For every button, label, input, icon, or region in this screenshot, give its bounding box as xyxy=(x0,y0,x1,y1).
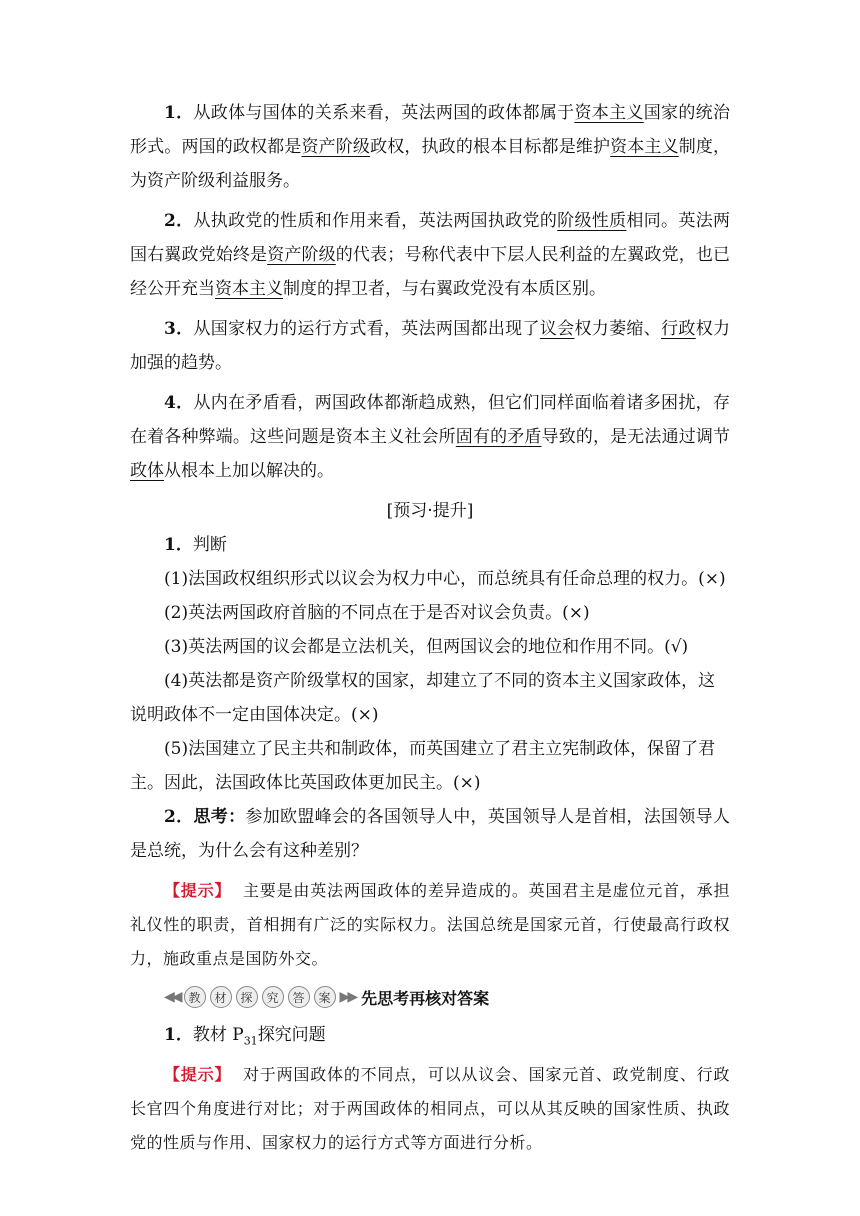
text: 的代表；号称代表中下层人民利益的左翼政党，也已经公开充当 xyxy=(130,245,731,299)
point-number: 1． xyxy=(164,103,194,123)
underlined-key-term: 资本主义 xyxy=(574,103,644,123)
question-number: 1． xyxy=(164,1025,193,1045)
hint-text: 对于两国政体的不同点，可以从议会、国家元首、政党制度、行政长官四个角度进行对比；对于两国政体的相同点，可以从其反映的国家性质、执政党的性质与作用、国家权力的运行方式等方面进行分析。 xyxy=(130,1065,730,1153)
banner-char: 答 xyxy=(288,986,310,1008)
text: 制度的捍卫者，与右翼政党没有本质区别。 xyxy=(283,279,606,299)
underlined-key-term: 固有的矛盾 xyxy=(455,427,542,447)
text: 制度，为资产阶级利益服务。 xyxy=(130,137,731,191)
page-subscript: 31 xyxy=(243,1034,258,1048)
question-number: 2． xyxy=(164,807,194,827)
banner-char: 教 xyxy=(184,986,206,1008)
judge-heading xyxy=(130,528,730,562)
underlined-key-term: 资产阶级 xyxy=(267,245,336,265)
underlined-key-term: 政体 xyxy=(130,461,164,481)
underlined-key-term: 资产阶级 xyxy=(301,137,371,157)
double-left-arrow-icon: ◀◀ xyxy=(164,989,180,1005)
think-label: 思考： xyxy=(193,807,246,827)
underlined-key-term: 阶级性质 xyxy=(557,211,627,231)
text: 从根本上加以解决的。 xyxy=(164,461,334,481)
text: 导致的，是无法通过调节 xyxy=(541,427,731,447)
text: 从政体与国体的关系来看，英法两国的政体都属于 xyxy=(193,103,575,123)
banner-text: 先思考再核对答案 xyxy=(361,988,490,1008)
textbook-title-suffix: 探究问题 xyxy=(257,1025,326,1045)
think-question-text: 参加欧盟峰会的各国领导人中，英国领导人是首相，法国领导人是总统，为什么会有这种差别？ xyxy=(130,807,730,861)
judge-item-3: (3)英法两国的议会都是立法机关，但两国议会的地位和作用不同。(√) xyxy=(164,637,689,657)
underlined-key-term: 议会 xyxy=(539,319,575,339)
intro-point-2 xyxy=(130,204,730,306)
banner-char: 案 xyxy=(314,986,336,1008)
intro-point-4 xyxy=(130,386,730,488)
section-title: [预习·提升] xyxy=(386,501,474,521)
underlined-key-term: 资本主义 xyxy=(610,137,679,157)
judge-title: 判断 xyxy=(192,535,227,555)
text: 权力加强的趋势。 xyxy=(130,319,731,373)
page-content xyxy=(130,96,730,1164)
intro-point-1 xyxy=(130,96,730,198)
text: 从内在矛盾看，两国政体都渐趋成熟，但它们同样面临着诸多困扰，存在着各种弊端。这些问题是资本主义社会所 xyxy=(130,393,730,447)
hint-tag: 【提示】 xyxy=(164,881,232,900)
judge-item-1: (1)法国政权组织形式以议会为权力中心，而总统具有任命总理的权力。(×) xyxy=(164,569,726,589)
textbook-title: 教材 P xyxy=(192,1025,244,1045)
underlined-key-term: 资本主义 xyxy=(215,279,283,299)
point-number: 3． xyxy=(164,319,194,339)
judge-item-2: (2)英法两国政府首脑的不同点在于是否对议会负责。(×) xyxy=(164,603,590,623)
intro-point-3 xyxy=(130,312,730,380)
banner-char: 材 xyxy=(210,986,232,1008)
point-number: 4． xyxy=(164,393,194,413)
double-right-arrow-icon: ▶▶ xyxy=(339,989,356,1005)
question-number: 1． xyxy=(164,535,193,555)
banner-char: 探 xyxy=(236,986,258,1008)
judge-item-4: (4)英法都是资产阶级掌权的国家，却建立了不同的资本主义国家政体，这说明政体不一定由国体决定。(×) xyxy=(130,671,716,725)
hint-text: 主要是由英法两国政体的差异造成的。英国君主是虚位元首，承担礼仪性的职责，首相拥有广泛的实际权力。法国总统是国家元首，行使最高行政权力，施政重点是国防外交。 xyxy=(130,881,730,968)
textbook-answer-banner xyxy=(164,980,730,1014)
textbook-hint xyxy=(130,1058,730,1160)
textbook-question xyxy=(130,1018,730,1058)
banner-char: 究 xyxy=(262,986,284,1008)
text: 政权，执政的根本目标都是维护 xyxy=(370,137,611,157)
think-hint xyxy=(130,874,730,976)
underlined-key-term: 行政 xyxy=(661,319,696,339)
judge-item-5: (5)法国建立了民主共和制政体，而英国建立了君主立宪制政体，保留了君主。因此，法国政体比英国政体更加民主。(×) xyxy=(130,739,716,793)
text: 国家的统治形式。两国的政权都是 xyxy=(130,103,731,157)
text: 权力萎缩、 xyxy=(574,319,662,339)
point-number: 2． xyxy=(164,211,194,231)
text: 相同。英法两国右翼政党始终是 xyxy=(130,211,731,265)
think-question xyxy=(130,800,730,868)
text: 从执政党的性质和作用来看，英法两国执政党的 xyxy=(193,211,558,231)
text: 从国家权力的运行方式看，英法两国都出现了 xyxy=(193,319,540,339)
hint-tag: 【提示】 xyxy=(164,1065,232,1085)
